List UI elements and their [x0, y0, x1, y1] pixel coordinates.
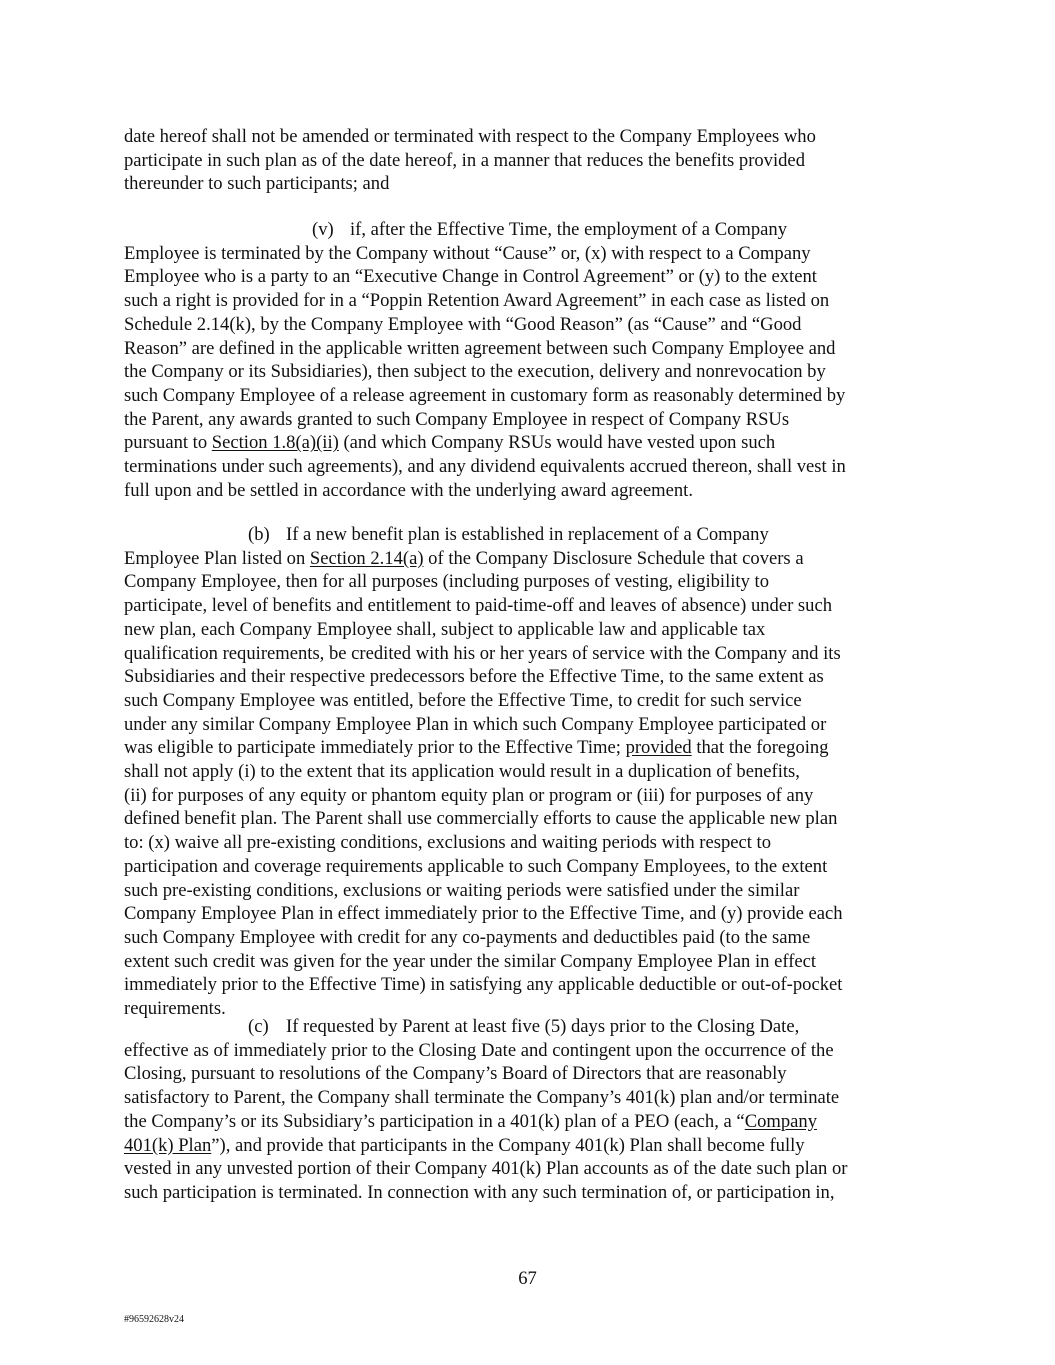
text-fragment: ”), and provide that participants in the Company 401(k) Plan shall become fully	[211, 1134, 805, 1156]
text-line: such Company Employee was entitled, before the Effective Time, to credit for such service	[124, 689, 802, 711]
paragraph-label: (b)	[248, 524, 270, 545]
text-line: shall not apply (i) to the extent that its application would result in a duplication of benefits,	[124, 761, 800, 783]
text-fragment: of the Company Disclosure Schedule that covers a	[423, 547, 804, 569]
text-line	[124, 736, 936, 760]
text-line: participate in such plan as of the date hereof, in a manner that reduces the benefits provided	[124, 149, 805, 171]
text-line: Reason” are defined in the applicable written agreement between such Company Employee and	[124, 337, 836, 359]
paragraph-b-first-line	[124, 523, 936, 547]
text-line: full upon and be settled in accordance with the underlying award agreement.	[124, 479, 693, 501]
text-line: Closing, pursuant to resolutions of the Company’s Board of Directors that are reasonably	[124, 1063, 787, 1085]
text-line: vested in any unvested portion of their Company 401(k) Plan accounts as of the date such plan or	[124, 1158, 848, 1180]
text-line: the Company or its Subsidiaries), then subject to the execution, delivery and nonrevocation by	[124, 361, 826, 383]
defined-term-company-401k-plan: Company	[744, 1110, 817, 1132]
text-fragment: was eligible to participate immediately prior to the Effective Time;	[124, 737, 626, 759]
text-line: requirements.	[124, 998, 226, 1020]
text-line: Company Employee, then for all purposes (including purposes of vesting, eligibility to	[124, 571, 769, 593]
section-reference-1-8-a-ii: Section 1.8(a)(ii)	[211, 432, 339, 454]
text-line: qualification requirements, be credited with his or her years of service with the Company and its	[124, 642, 841, 664]
text-line: Employee is terminated by the Company without “Cause” or, (x) with respect to a Company	[124, 242, 811, 264]
paragraph-b	[124, 523, 936, 1021]
text-line: such Company Employee with credit for any co-payments and deductibles paid (to the same	[124, 926, 811, 948]
text-line: effective as of immediately prior to the Closing Date and contingent upon the occurrence of the	[124, 1039, 834, 1061]
text-line: the Parent, any awards granted to such Company Employee in respect of Company RSUs	[124, 408, 790, 430]
text-line: Subsidiaries and their respective predecessors before the Effective Time, to the same extent as	[124, 666, 824, 688]
text-line: If requested by Parent at least five (5) days prior to the Closing Date,	[286, 1016, 800, 1037]
text-line: extent such credit was given for the year under the similar Company Employee Plan in effect	[124, 950, 817, 972]
text-fragment: pursuant to	[124, 432, 212, 454]
text-line: immediately prior to the Effective Time) in satisfying any applicable deductible or out-of-pocket	[124, 974, 843, 996]
text-line: under any similar Company Employee Plan in which such Company Employee participated or	[124, 713, 827, 735]
document-id: #96592628v24	[124, 1314, 184, 1325]
text-line: defined benefit plan. The Parent shall use commercially efforts to cause the applicable new plan	[124, 808, 838, 830]
paragraph-label: (c)	[248, 1016, 269, 1037]
text-fragment: (and which Company RSUs would have vested upon such	[338, 432, 776, 454]
text-line	[124, 547, 936, 571]
text-fragment: Employee Plan listed on	[124, 547, 310, 569]
text-line: participate, level of benefits and entitlement to paid-time-off and leaves of absence) under such	[124, 595, 833, 617]
text-line	[124, 1134, 936, 1158]
text-line: Schedule 2.14(k), by the Company Employee with “Good Reason” (as “Cause” and “Good	[124, 313, 802, 335]
text-fragment: the Company’s or its Subsidiary’s participation in a 401(k) plan of a PEO (each, a “	[124, 1110, 745, 1132]
text-line: if, after the Effective Time, the employment of a Company	[350, 219, 788, 240]
text-line: to: (x) waive all pre-existing conditions, exclusions and waiting periods with respect to	[124, 832, 772, 854]
text-line: If a new benefit plan is established in replacement of a Company	[286, 524, 769, 545]
text-line: participation and coverage requirements applicable to such Company Employees, to the extent	[124, 855, 828, 877]
paragraph-v	[124, 218, 936, 502]
paragraph-v-first-line	[124, 218, 936, 242]
paragraph-c-first-line	[124, 1015, 936, 1039]
text-line: such pre-existing conditions, exclusions or waiting periods were satisfied under the similar	[124, 879, 800, 901]
text-line: Company Employee Plan in effect immediately prior to the Effective Time, and (y) provide each	[124, 903, 843, 925]
text-line: Employee who is a party to an “Executive Change in Control Agreement” or (y) to the extent	[124, 266, 817, 288]
text-fragment: that the foregoing	[691, 737, 829, 759]
text-line: such Company Employee of a release agreement in customary form as reasonably determined by	[124, 384, 846, 406]
text-line	[124, 1110, 936, 1134]
text-line: (ii) for purposes of any equity or phantom equity plan or program or (iii) for purposes of any	[124, 784, 814, 806]
paragraph-continuation	[124, 125, 936, 196]
provided-term: provided	[625, 737, 692, 759]
section-reference-2-14-a: Section 2.14(a)	[309, 547, 424, 569]
page-number: 67	[518, 1268, 537, 1289]
text-line: such a right is provided for in a “Poppin Retention Award Agreement” in each case as listed on	[124, 290, 830, 312]
text-line: thereunder to such participants; and	[124, 173, 390, 195]
text-line: such participation is terminated. In connection with any such termination of, or participation in,	[124, 1181, 835, 1203]
text-line: terminations under such agreements), and any dividend equivalents accrued thereon, shall vest in	[124, 456, 846, 478]
paragraph-c	[124, 1015, 936, 1205]
text-line: new plan, each Company Employee shall, subject to applicable law and applicable tax	[124, 618, 766, 640]
text-line	[124, 431, 936, 455]
text-line: satisfactory to Parent, the Company shall terminate the Company’s 401(k) plan and/or terminate	[124, 1087, 840, 1109]
defined-term-company-401k-plan: 401(k) Plan	[124, 1134, 212, 1156]
text-line: date hereof shall not be amended or terminated with respect to the Company Employees who	[124, 126, 816, 147]
paragraph-label: (v)	[312, 219, 334, 240]
